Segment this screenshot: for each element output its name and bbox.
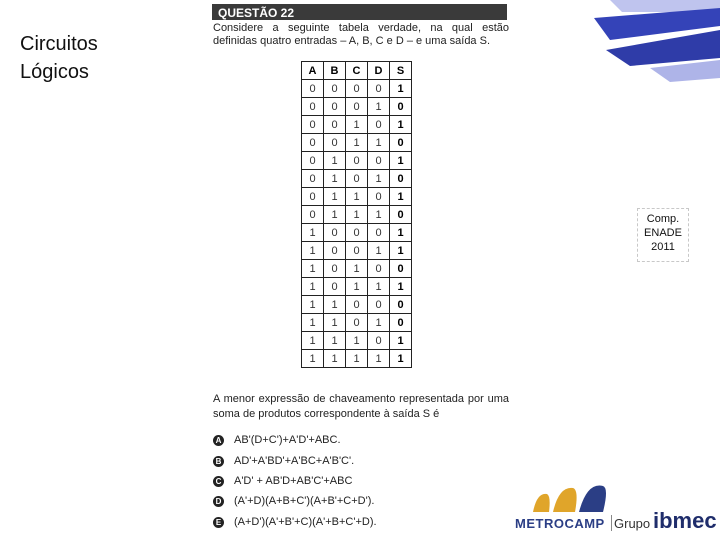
table-cell: 0 bbox=[346, 80, 368, 98]
option-a[interactable] bbox=[213, 433, 341, 447]
table-cell: 0 bbox=[390, 296, 412, 314]
table-row bbox=[302, 314, 412, 332]
column-header-s: S bbox=[390, 62, 412, 80]
table-cell: 1 bbox=[390, 116, 412, 134]
option-d-text: (A'+D)(A+B+C')(A+B'+C+D'). bbox=[234, 495, 375, 507]
table-cell: 1 bbox=[390, 278, 412, 296]
table-cell: 1 bbox=[324, 188, 346, 206]
table-cell: 0 bbox=[390, 314, 412, 332]
table-cell: 1 bbox=[324, 332, 346, 350]
table-cell: 0 bbox=[324, 260, 346, 278]
truth-table-body bbox=[302, 80, 412, 368]
table-cell: 1 bbox=[368, 278, 390, 296]
table-cell: 0 bbox=[346, 314, 368, 332]
table-cell: 1 bbox=[390, 242, 412, 260]
table-cell: 0 bbox=[368, 296, 390, 314]
enade-badge bbox=[637, 208, 689, 262]
table-cell: 1 bbox=[302, 296, 324, 314]
truth-table-header-row bbox=[302, 62, 412, 80]
table-cell: 0 bbox=[346, 170, 368, 188]
option-c-marker: C bbox=[213, 476, 224, 487]
brand-logo bbox=[515, 482, 720, 540]
table-cell: 0 bbox=[302, 170, 324, 188]
table-cell: 0 bbox=[390, 134, 412, 152]
option-a-text: AB'(D+C')+A'D'+ABC. bbox=[234, 434, 341, 446]
table-cell: 1 bbox=[302, 278, 324, 296]
column-header-b: B bbox=[324, 62, 346, 80]
table-cell: 0 bbox=[324, 134, 346, 152]
table-cell: 0 bbox=[368, 224, 390, 242]
table-cell: 0 bbox=[302, 98, 324, 116]
table-cell: 0 bbox=[390, 206, 412, 224]
question-stem: A menor expressão de chaveamento representada por uma soma de produtos correspondente à saída S é bbox=[213, 393, 509, 420]
option-b-text: AD'+A'BD'+A'BC+A'B'C'. bbox=[234, 455, 355, 467]
table-cell: 0 bbox=[390, 170, 412, 188]
option-c-text: A'D' + AB'D+AB'C'+ABC bbox=[234, 475, 353, 487]
table-cell: 1 bbox=[346, 206, 368, 224]
table-cell: 1 bbox=[302, 242, 324, 260]
table-cell: 0 bbox=[368, 80, 390, 98]
table-row bbox=[302, 80, 412, 98]
table-row bbox=[302, 170, 412, 188]
slide-title-line1: Circuitos bbox=[20, 33, 98, 55]
badge-line1: Comp. bbox=[646, 213, 680, 225]
table-cell: 0 bbox=[324, 278, 346, 296]
table-cell: 1 bbox=[390, 350, 412, 368]
table-cell: 0 bbox=[368, 260, 390, 278]
table-cell: 1 bbox=[324, 350, 346, 368]
column-header-d: D bbox=[368, 62, 390, 80]
table-row bbox=[302, 98, 412, 116]
table-cell: 1 bbox=[324, 152, 346, 170]
grupo-wordmark: Grupo bbox=[614, 516, 651, 531]
table-cell: 0 bbox=[302, 134, 324, 152]
logo-divider bbox=[611, 515, 612, 531]
table-cell: 0 bbox=[368, 116, 390, 134]
badge-line3: 2011 bbox=[651, 241, 675, 253]
table-cell: 0 bbox=[390, 98, 412, 116]
decorative-stripes bbox=[570, 0, 720, 95]
table-cell: 1 bbox=[390, 224, 412, 242]
table-cell: 0 bbox=[346, 152, 368, 170]
table-cell: 1 bbox=[368, 350, 390, 368]
table-cell: 1 bbox=[346, 188, 368, 206]
question-number: QUESTÃO 22 bbox=[218, 6, 295, 20]
truth-table bbox=[301, 61, 412, 368]
table-cell: 1 bbox=[302, 314, 324, 332]
table-cell: 1 bbox=[390, 332, 412, 350]
table-cell: 1 bbox=[390, 188, 412, 206]
table-cell: 0 bbox=[368, 188, 390, 206]
question-intro: Considere a seguinte tabela verdade, na qual estão definidas quatro entradas – A, B, C e D – e uma saída S. bbox=[213, 22, 509, 47]
table-cell: 0 bbox=[302, 116, 324, 134]
table-row bbox=[302, 242, 412, 260]
table-cell: 0 bbox=[324, 80, 346, 98]
table-cell: 1 bbox=[324, 296, 346, 314]
option-d-marker: D bbox=[213, 496, 224, 507]
table-cell: 1 bbox=[390, 152, 412, 170]
table-row bbox=[302, 296, 412, 314]
option-e-text: (A+D')(A'+B'+C)(A'+B+C'+D). bbox=[234, 516, 377, 528]
table-cell: 1 bbox=[324, 206, 346, 224]
table-cell: 0 bbox=[302, 188, 324, 206]
option-b-marker: B bbox=[213, 456, 224, 467]
option-e-marker: E bbox=[213, 517, 224, 528]
column-header-a: A bbox=[302, 62, 324, 80]
table-cell: 0 bbox=[324, 116, 346, 134]
table-cell: 1 bbox=[368, 242, 390, 260]
table-cell: 1 bbox=[390, 80, 412, 98]
table-cell: 0 bbox=[346, 98, 368, 116]
table-row bbox=[302, 188, 412, 206]
table-row bbox=[302, 260, 412, 278]
table-row bbox=[302, 350, 412, 368]
table-cell: 1 bbox=[302, 332, 324, 350]
table-cell: 0 bbox=[390, 260, 412, 278]
table-cell: 1 bbox=[368, 170, 390, 188]
table-cell: 1 bbox=[368, 134, 390, 152]
column-header-c: C bbox=[346, 62, 368, 80]
table-row bbox=[302, 152, 412, 170]
table-cell: 1 bbox=[346, 134, 368, 152]
table-row bbox=[302, 206, 412, 224]
badge-line2: ENADE bbox=[644, 227, 682, 239]
metrocamp-wordmark: METROCAMP bbox=[515, 516, 605, 531]
table-row bbox=[302, 224, 412, 242]
table-cell: 1 bbox=[368, 98, 390, 116]
slide-title bbox=[20, 30, 98, 86]
table-cell: 1 bbox=[368, 314, 390, 332]
table-cell: 0 bbox=[302, 206, 324, 224]
table-cell: 0 bbox=[302, 152, 324, 170]
table-cell: 1 bbox=[302, 260, 324, 278]
table-cell: 0 bbox=[368, 332, 390, 350]
option-c[interactable] bbox=[213, 474, 352, 488]
option-e[interactable] bbox=[213, 515, 377, 529]
slide-title-line2: Lógicos bbox=[20, 61, 89, 83]
table-row bbox=[302, 116, 412, 134]
table-cell: 1 bbox=[346, 278, 368, 296]
table-row bbox=[302, 332, 412, 350]
table-cell: 0 bbox=[346, 242, 368, 260]
table-cell: 0 bbox=[368, 152, 390, 170]
table-row bbox=[302, 278, 412, 296]
ibmec-wordmark: ibmec bbox=[653, 508, 717, 533]
table-cell: 1 bbox=[346, 332, 368, 350]
table-cell: 1 bbox=[302, 350, 324, 368]
table-cell: 1 bbox=[302, 224, 324, 242]
table-cell: 0 bbox=[346, 224, 368, 242]
table-cell: 1 bbox=[346, 350, 368, 368]
option-a-marker: A bbox=[213, 435, 224, 446]
table-cell: 1 bbox=[368, 206, 390, 224]
table-cell: 0 bbox=[324, 242, 346, 260]
option-d[interactable] bbox=[213, 494, 374, 508]
table-row bbox=[302, 134, 412, 152]
question-header bbox=[212, 4, 507, 20]
table-cell: 0 bbox=[302, 80, 324, 98]
table-cell: 0 bbox=[324, 224, 346, 242]
table-cell: 0 bbox=[346, 296, 368, 314]
table-cell: 1 bbox=[346, 260, 368, 278]
metrocamp-swoosh-icon bbox=[529, 482, 609, 516]
table-cell: 1 bbox=[346, 116, 368, 134]
table-cell: 1 bbox=[324, 170, 346, 188]
table-cell: 1 bbox=[324, 314, 346, 332]
option-b[interactable] bbox=[213, 454, 354, 468]
table-cell: 0 bbox=[324, 98, 346, 116]
